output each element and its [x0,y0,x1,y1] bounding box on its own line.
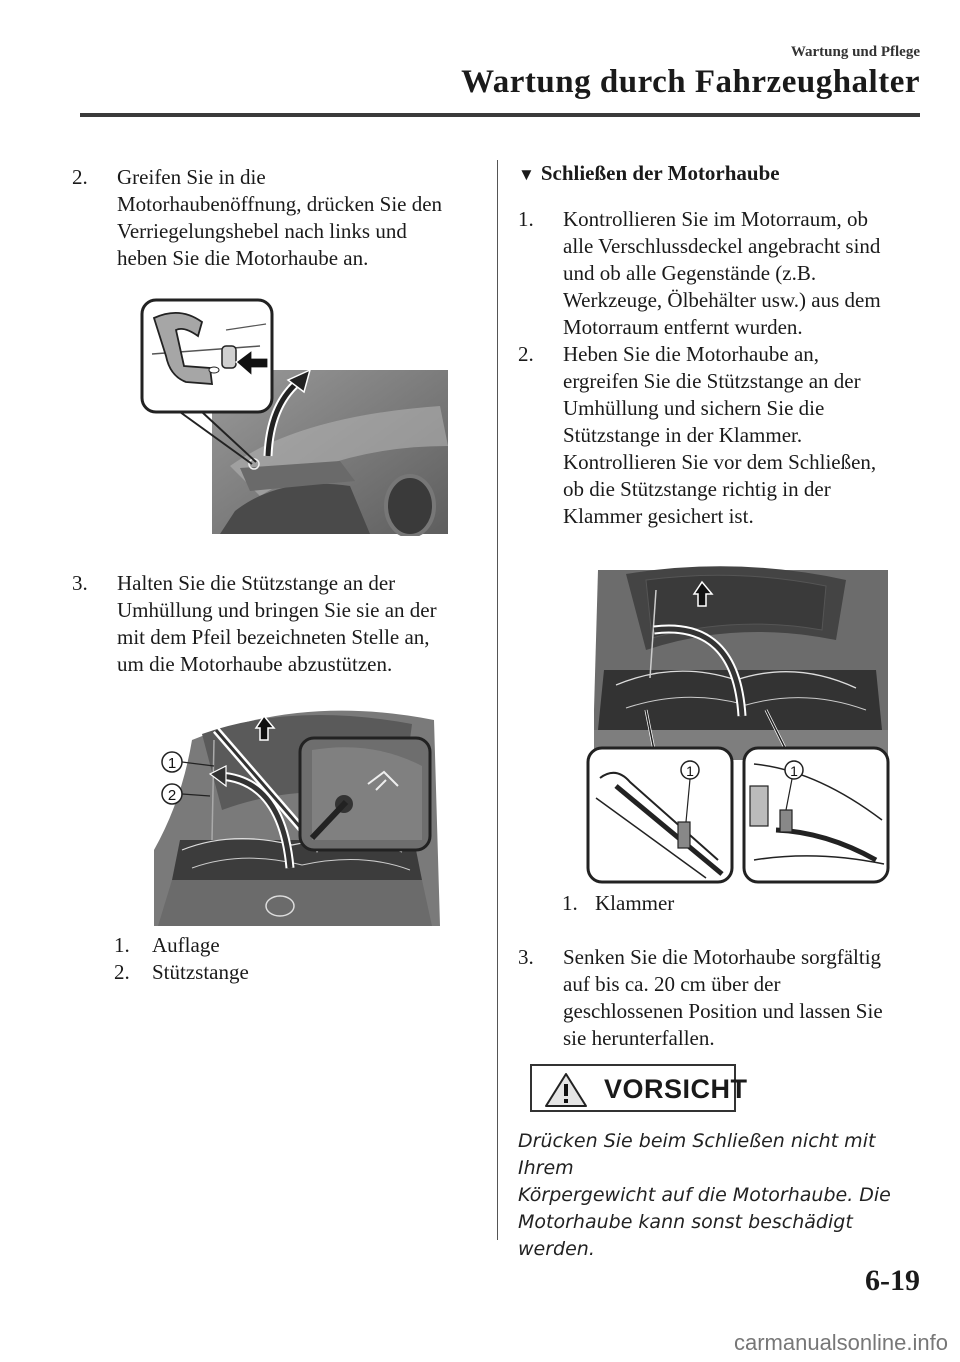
legend-number: 1. [114,933,130,957]
legend-number: 1. [562,891,578,915]
step-text-line: um die Motorhaube abzustützen. [117,652,393,676]
caution-text-line: werden. [518,1238,595,1260]
step-3-prop-rod [72,570,482,680]
caution-label: VORSICHT [604,1074,748,1104]
step-text-line: Stützstange in der Klammer. [563,423,803,447]
step-number: 1. [518,207,534,231]
caution-label-box [530,1064,748,1112]
callout-label: 2 [167,787,177,804]
figure-2-legend [114,932,444,988]
page-number: 6-19 [865,1264,920,1297]
step-text-line: Verriegelungshebel nach links und [117,219,407,243]
header-rule [80,113,920,117]
callout-label: 1 [686,763,694,779]
step-number: 3. [72,571,88,595]
step-text-line: Umhüllung und bringen Sie sie an der [117,598,437,622]
step-text-line: Halten Sie die Stützstange an der [117,571,396,595]
section-heading-text: Schließen der Motorhaube [540,161,780,185]
callout-label: 1 [167,755,177,772]
caution-text-line: Drücken Sie beim Schließen nicht mit Ihrem [518,1130,876,1179]
step-text-line: Werkzeuge, Ölbehälter usw.) aus dem [563,288,881,312]
step-text-line: Umhüllung und sichern Sie die [563,396,825,420]
step-text-line: Senken Sie die Motorhaube sorgfältig [563,945,882,969]
figure-3-legend [562,890,862,918]
running-header-section: Wartung und Pflege [790,44,920,60]
caution-text-line: Körpergewicht auf die Motorhaube. Die [518,1184,891,1206]
step-text-line: Motorraum entfernt wurden. [563,315,803,339]
step-2-secure-prop-rod [518,341,928,531]
step-1-check-engine-room [518,206,928,342]
callout-label: 1 [790,763,798,779]
step-text-line: alle Verschlussdeckel angebracht sind [563,234,881,258]
step-text-line: Motorhaubenöffnung, drücken Sie den [117,192,443,216]
legend-label: Stützstange [152,960,249,984]
step-text-line: Kontrollieren Sie im Motorraum, ob [563,207,869,231]
prop-rod-clamp-figure [586,560,890,886]
warning-triangle-icon [544,1072,588,1108]
step-text-line: und ob alle Gegenstände (z.B. [563,261,817,285]
page-title: Wartung durch Fahrzeughalter [461,64,920,100]
step-text-line: Klammer gesichert ist. [563,504,754,528]
hood-release-lever-figure [140,296,450,536]
step-text-line: ergreifen Sie die Stützstange an der [563,369,861,393]
column-divider [497,160,498,1240]
step-text-line: Heben Sie die Motorhaube an, [563,342,820,366]
step-text-line: Greifen Sie in die [117,165,266,189]
step-text-line: ob die Stützstange richtig in der [563,477,831,501]
prop-rod-figure [152,700,442,928]
step-text-line: Kontrollieren Sie vor dem Schließen, [563,450,877,474]
step-number: 2. [72,165,88,189]
step-text-line: mit dem Pfeil bezeichneten Stelle an, [117,625,430,649]
legend-label: Auflage [152,933,220,957]
step-3-lower-hood [518,944,928,1054]
step-text-line: geschlossenen Position und lassen Sie [563,999,883,1023]
step-2-open-hood [72,164,482,274]
legend-label: Klammer [595,891,675,915]
caution-text [518,1128,928,1263]
legend-number: 2. [114,960,130,984]
step-number: 3. [518,945,534,969]
section-heading [518,161,780,186]
section-triangle-icon: ▼ [518,165,535,184]
watermark: carmanualsonline.info [733,1330,948,1355]
step-number: 2. [518,342,534,366]
step-text-line: sie herunterfallen. [563,1026,715,1050]
step-text-line: heben Sie die Motorhaube an. [117,246,369,270]
step-text-line: auf bis ca. 20 cm über der [563,972,781,996]
caution-text-line: Motorhaube kann sonst beschädigt [518,1211,853,1233]
